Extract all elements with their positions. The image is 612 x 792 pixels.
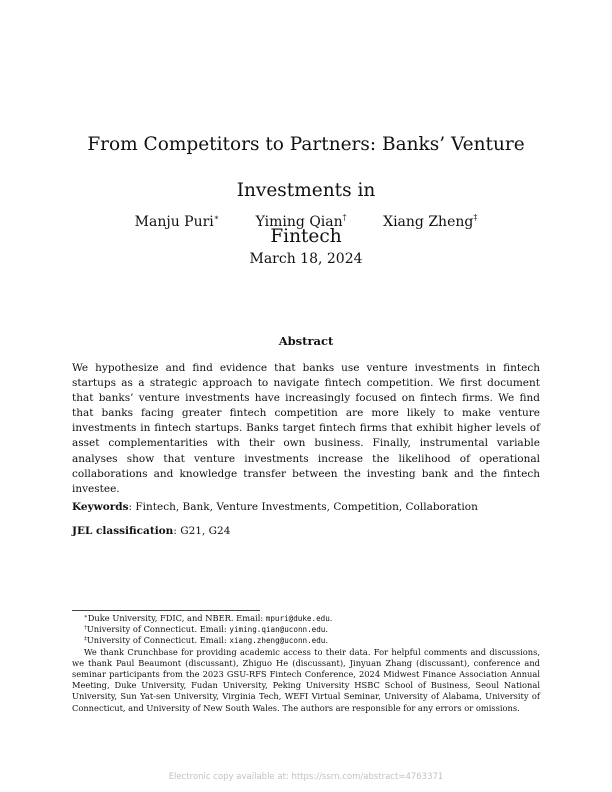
footnote-affiliation: Duke University, FDIC, and NBER. Email: <box>87 613 266 623</box>
jel-label: JEL classification <box>72 525 174 537</box>
paper-title-line-1: From Competitors to Partners: Banks’ Venture Investments in <box>87 134 525 201</box>
author-footnote-mark[interactable]: ∗ <box>213 213 220 222</box>
keywords-value: : Fintech, Bank, Venture Investments, Competition, Collaboration <box>128 501 478 513</box>
paper-title-line-2: Fintech <box>270 226 342 247</box>
footnote-end: . <box>325 635 329 646</box>
footnote-affiliation: University of Connecticut. Email: <box>86 624 230 635</box>
author-footnote-mark[interactable]: ‡ <box>473 213 478 222</box>
abstract-text: We hypothesize and find evidence that banks use venture investments in fintech startups as a strategic approach to navigate fintech competition. We first document that banks’ venture investments have increasingly focused on fintech firms. We find that banks facing greater fintech competition are more likely to make venture investments in fintech startups. Banks target fintech firms that exhibit higher levels of asset complementarities with their own business. Finally, instrumental variable analyses show that venture investments increase the likelihood of operational collaborations and knowledge transfer between the investing bank and the fintech investee. <box>72 362 540 495</box>
paper-date: March 18, 2024 <box>249 251 363 267</box>
footnote-mark: ∗ <box>84 614 88 620</box>
footnote-puri <box>72 613 540 624</box>
footnote-mark: † <box>84 625 87 632</box>
author-name: Xiang Zheng <box>383 214 474 230</box>
footnote-qian <box>72 624 540 635</box>
footnote-divider <box>72 610 260 611</box>
author-puri <box>135 212 220 232</box>
email-link[interactable]: yiming.qian@uconn.edu <box>229 625 326 635</box>
jel-value: : G21, G24 <box>173 525 231 537</box>
author-zheng <box>383 212 477 232</box>
footnote-end: . <box>325 624 329 635</box>
footnote-mark: ‡ <box>84 636 87 643</box>
keywords-line <box>72 499 540 515</box>
email-link[interactable]: xiang.zheng@uconn.edu <box>229 636 326 646</box>
paper-title <box>60 122 552 260</box>
ssrn-watermark: Electronic copy available at: https://ssrn.com/abstract=4763371 <box>168 772 444 782</box>
author-name: Yiming Qian <box>255 214 343 230</box>
keywords-label: Keywords <box>72 501 129 513</box>
email-link[interactable]: mpuri@duke.edu <box>265 614 330 623</box>
jel-line <box>72 523 540 539</box>
author-name: Manju Puri <box>134 214 214 230</box>
footnote-zheng <box>72 635 540 646</box>
author-list <box>0 212 612 232</box>
footnotes <box>72 613 540 714</box>
acknowledgment-text: We thank Crunchbase for providing academic access to their data. For helpful comments and discussions, we thank Paul Beaumont (discussant), Zhiguo He (discussant), Jinyuan Zhang (discussant), conference and seminar participants from the 2023 GSU-RFS Fintech Conference, 2024 Midwest Finance Association Annual Meeting, Duke University, Fudan University, Peking University HSBC School of Business, Seoul National University, Sun Yat-sen University, Virginia Tech, WEFI Virtual Seminar, University of Alabama, University of Connecticut, and University of New South Wales. The authors are responsible for any errors or omissions. <box>72 646 540 713</box>
footnote-affiliation: University of Connecticut. Email: <box>86 635 230 646</box>
abstract-heading: Abstract <box>278 334 334 348</box>
author-qian <box>256 212 347 232</box>
author-footnote-mark[interactable]: † <box>342 213 347 222</box>
footnote-end: . <box>329 613 333 623</box>
